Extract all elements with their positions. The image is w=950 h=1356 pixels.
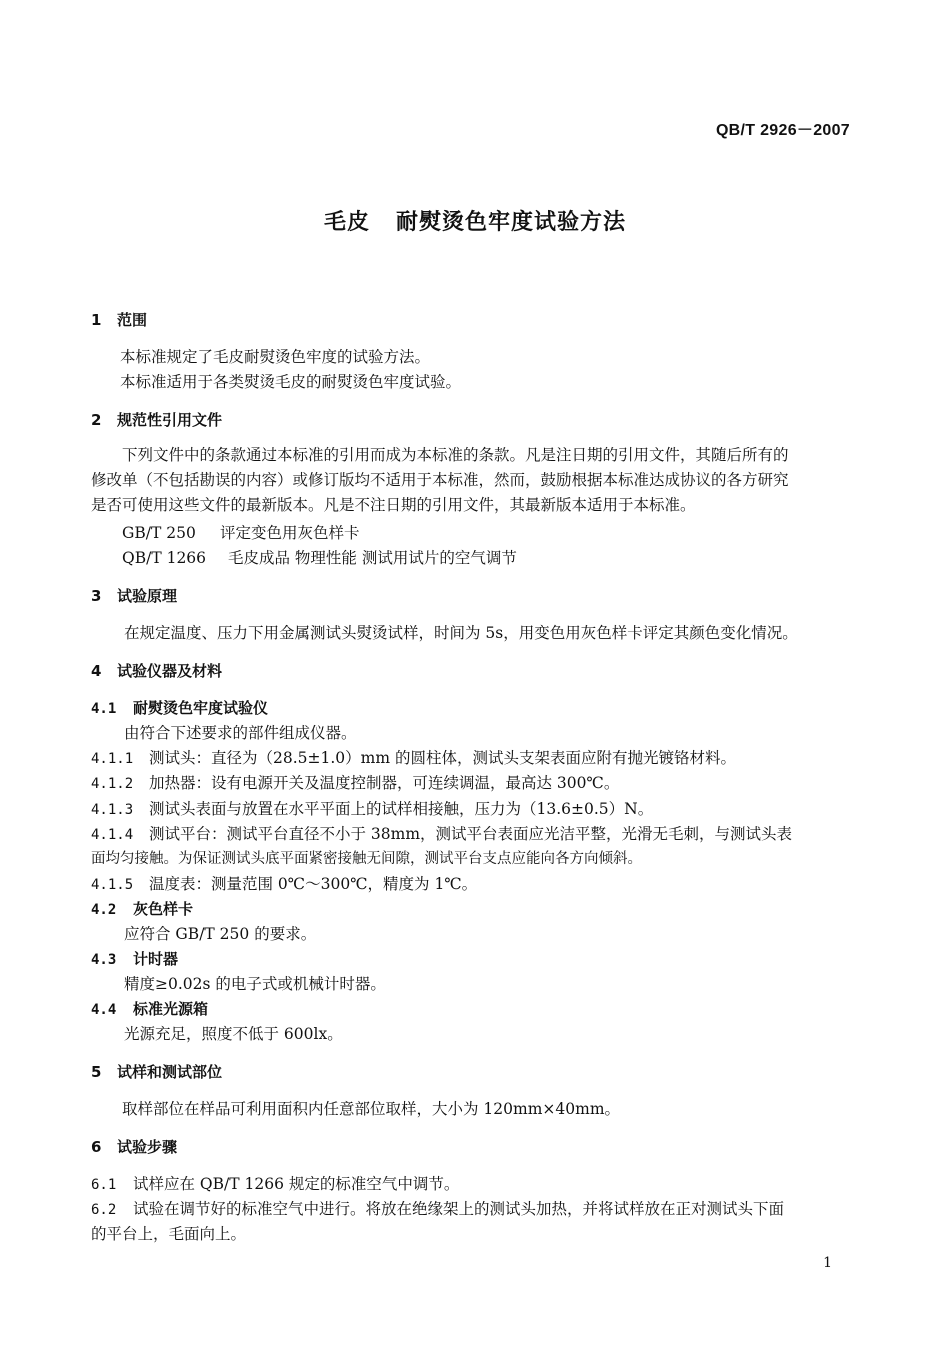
subsection-title: 灰色样卡	[133, 900, 194, 918]
clause-6-2-continuation: 的平台上，毛面向上。	[91, 1225, 247, 1243]
section-number: 6	[91, 1138, 102, 1156]
subsection-4-1-paragraph: 由符合下述要求的部件组成仪器。	[124, 724, 357, 742]
subsection-4-1-heading	[91, 698, 268, 719]
clause-text: 测试头：直径为（28.5±1.0）mm 的圆柱体，测试头支架表面应附有抛光镀铬材料。	[149, 749, 736, 767]
subsection-4-3-paragraph: 精度≥0.02s 的电子式或机械计时器。	[124, 975, 386, 993]
clause-4-1-4-continuation: 面均匀接触。为保证测试头底平面紧密接触无间隙，测试平台支点应能向各方向倾斜。	[91, 851, 642, 867]
subsection-4-4-heading	[91, 999, 208, 1020]
document-title	[0, 205, 950, 236]
subsection-number: 4.2	[91, 902, 117, 918]
section-2-paragraph-line-1: 下列文件中的条款通过本标准的引用而成为本标准的条款。凡是注日期的引用文件，其随后所有的	[122, 446, 789, 464]
section-2-heading	[91, 410, 222, 430]
section-2-paragraph-line-3: 是否可使用这些文件的最新版本。凡是不注日期的引用文件，其最新版本适用于本标准。	[91, 496, 696, 514]
reference-item	[122, 548, 517, 568]
subsection-4-3-heading	[91, 949, 178, 970]
clause-number: 6.2	[91, 1202, 117, 1218]
reference-code: GB/T 250	[122, 524, 196, 542]
reference-title: 毛皮成品 物理性能 测试用试片的空气调节	[228, 549, 517, 567]
clause-6-1	[91, 1174, 459, 1195]
section-title: 规范性引用文件	[117, 411, 223, 429]
clause-number: 4.1.4	[91, 827, 134, 843]
subsection-title: 标准光源箱	[133, 1000, 209, 1018]
section-number: 2	[91, 411, 102, 429]
subsection-4-4-paragraph: 光源充足，照度不低于 600lx。	[124, 1025, 343, 1043]
reference-title: 评定变色用灰色样卡	[220, 524, 360, 542]
subsection-number: 4.1	[91, 701, 117, 717]
clause-4-1-2	[91, 773, 619, 794]
clause-number: 6.1	[91, 1177, 117, 1193]
section-title: 试验仪器及材料	[117, 662, 223, 680]
section-number: 4	[91, 662, 102, 680]
title-part-1: 毛皮	[323, 210, 370, 235]
section-title: 范围	[117, 311, 148, 329]
clause-4-1-5	[91, 874, 477, 895]
clause-text: 测试头表面与放置在水平平面上的试样相接触，压力为（13.6±0.5）N。	[149, 800, 654, 818]
clause-number: 4.1.3	[91, 802, 134, 818]
subsection-number: 4.4	[91, 1002, 117, 1018]
subsection-title: 耐熨烫色牢度试验仪	[133, 699, 269, 717]
section-title: 试验步骤	[117, 1138, 178, 1156]
clause-text: 试样应在 QB/T 1266 规定的标准空气中调节。	[133, 1175, 460, 1193]
section-2-paragraph-line-2: 修改单（不包括勘误的内容）或修订版均不适用于本标准，然而，鼓励根据本标准达成协议的各方研究	[91, 471, 789, 489]
subsection-number: 4.3	[91, 952, 117, 968]
section-5-paragraph: 取样部位在样品可利用面积内任意部位取样，大小为 120mm×40mm。	[122, 1100, 621, 1118]
standard-code: QB/T 2926－2007	[715, 122, 850, 139]
clause-4-1-1	[91, 748, 736, 769]
clause-number: 4.1.1	[91, 751, 134, 767]
clause-number: 4.1.5	[91, 877, 134, 893]
clause-text: 试验在调节好的标准空气中进行。将放在绝缘架上的测试头加热，并将试样放在正对测试头下面	[133, 1200, 785, 1218]
section-number: 1	[91, 311, 102, 329]
subsection-title: 计时器	[133, 950, 179, 968]
clause-text: 加热器：设有电源开关及温度控制器，可连续调温，最高达 300℃。	[149, 774, 620, 792]
section-1-heading	[91, 310, 147, 330]
section-1-paragraph-1: 本标准规定了毛皮耐熨烫色牢度的试验方法。	[120, 348, 431, 366]
title-part-2: 耐熨烫色牢度试验方法	[396, 210, 627, 235]
section-title: 试样和测试部位	[117, 1063, 223, 1081]
subsection-4-2-heading	[91, 899, 193, 920]
clause-number: 4.1.2	[91, 776, 134, 792]
section-4-heading	[91, 661, 222, 681]
section-title: 试验原理	[117, 587, 178, 605]
subsection-4-2-paragraph: 应符合 GB/T 250 的要求。	[124, 925, 317, 943]
clause-4-1-3	[91, 799, 653, 820]
reference-item	[122, 523, 360, 543]
clause-4-1-4	[91, 824, 792, 845]
clause-text: 温度表：测量范围 0℃～300℃，精度为 1℃。	[149, 875, 478, 893]
section-1-paragraph-2: 本标准适用于各类熨烫毛皮的耐熨烫色牢度试验。	[120, 373, 462, 391]
clause-6-2	[91, 1199, 784, 1220]
reference-code: QB/T 1266	[122, 549, 207, 567]
clause-text: 测试平台：测试平台直径不小于 38mm，测试平台表面应光洁平整，光滑无毛刺，与测试头表	[149, 825, 793, 843]
section-6-heading	[91, 1137, 177, 1157]
section-3-heading	[91, 586, 177, 606]
section-number: 5	[91, 1063, 102, 1081]
page-number: 1	[823, 1255, 832, 1271]
section-3-paragraph: 在规定温度、压力下用金属测试头熨烫试样，时间为 5s，用变色用灰色样卡评定其颜色变化情况。	[124, 624, 798, 642]
section-5-heading	[91, 1062, 222, 1082]
section-number: 3	[91, 587, 102, 605]
